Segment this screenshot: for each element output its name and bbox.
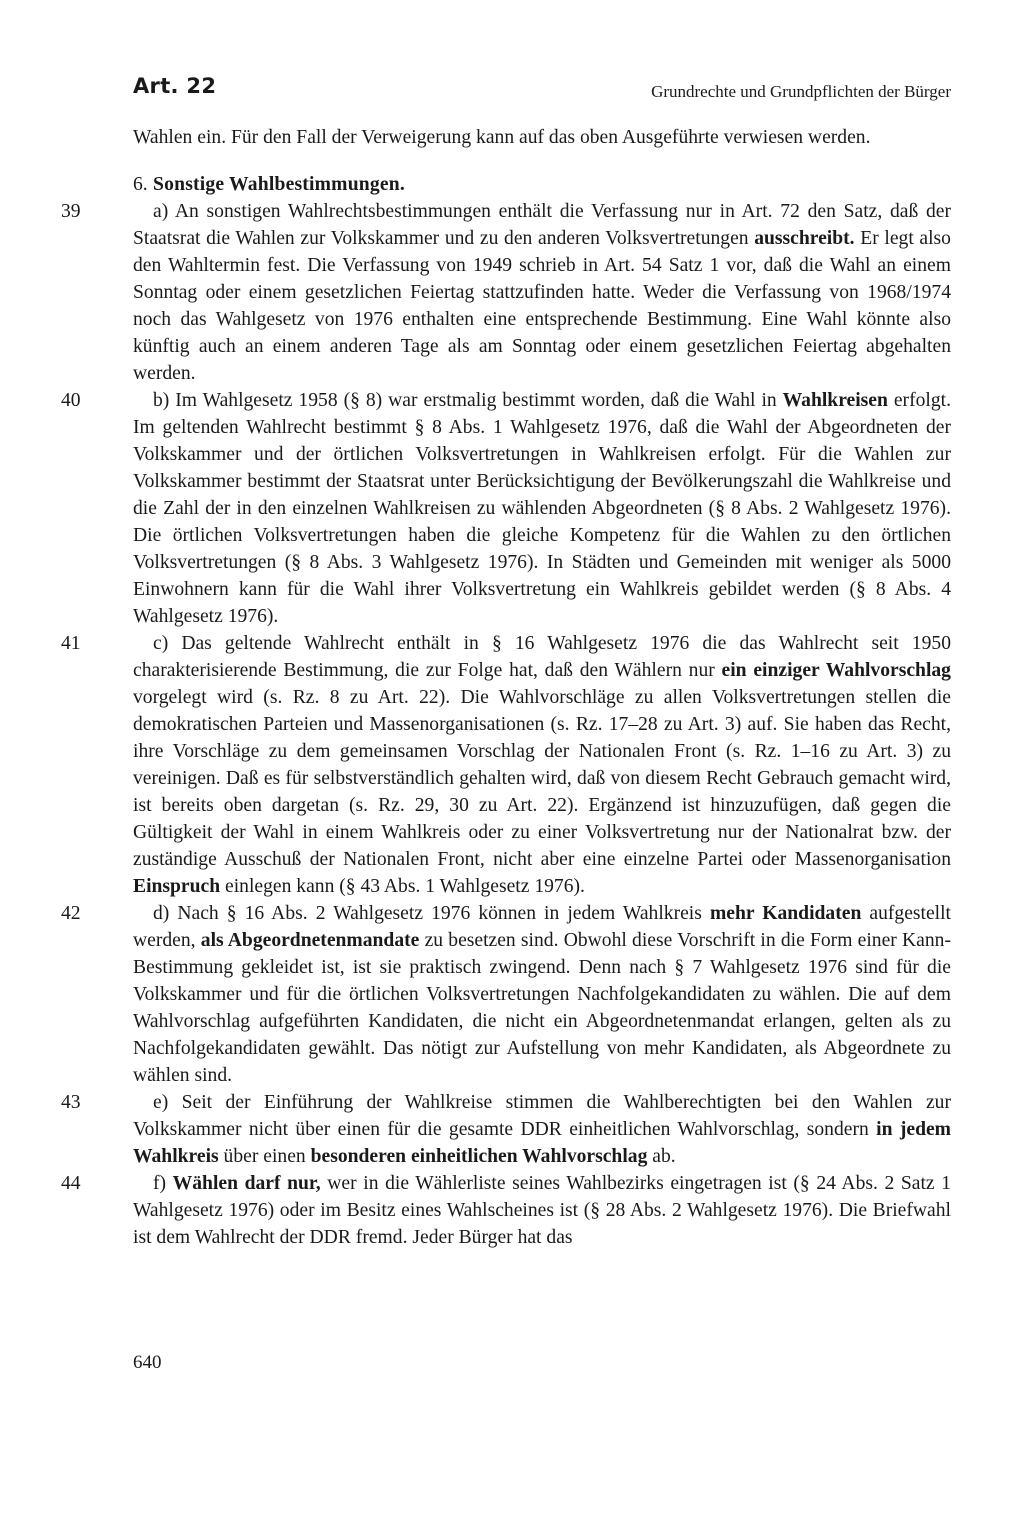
paragraph-43 [61, 1089, 951, 1170]
text: einlegen kann (§ 43 Abs. 1 Wahlgesetz 1976). [220, 876, 585, 897]
margin-number: 39 [61, 201, 81, 222]
paragraph-40 [61, 387, 951, 630]
margin-number: 43 [61, 1092, 81, 1113]
text: e) Seit der Einführung der Wahlkreise stimmen die Wahlberechtigten bei den Wahlen zur Volkskammer nicht über einen für die gesamte DDR einheitlichen Wahlvorschlag, sondern [133, 1092, 951, 1140]
paragraph-41 [61, 630, 951, 900]
bold-text: Wahlkreisen [782, 390, 888, 411]
page-number: 640 [133, 1352, 162, 1373]
paragraph-42 [61, 900, 952, 1089]
text: vorgelegt wird (s. Rz. 8 zu Art. 22). Die Wahlvorschläge zu allen Volksvertretungen stellen die demokratischen Parteien und Massenorganisationen (s. Rz. 17–28 zu Art. 3) auf. Sie haben das Recht, ihre Vorschläge zu dem gemeinsamen Vorschlag der Nationalen Front (s. Rz. 1–16 zu Art. 3) zu vereinigen. Daß es für selbstverständlich gehalten wird, daß von diesem Recht Gebrauch gemacht wird, ist bereits oben dargetan (s. Rz. 29, 30 zu Art. 22). Ergänzend ist hinzuzufügen, daß gegen die Gültigkeit der Wahl in einem Wahlkreis oder zu einer Volksvertretung nur der Nationalrat bzw. der zuständige Ausschuß der Nationalen Front, nicht aber eine einzelne Partei oder Massenorganisation [133, 687, 951, 870]
bold-text: ein einziger Wahlvorschlag [721, 660, 951, 681]
article-label: Art. 22 [133, 74, 217, 98]
text: ab. [647, 1146, 676, 1167]
bold-text: Einspruch [133, 876, 221, 897]
page-body [61, 124, 952, 1251]
margin-number: 44 [61, 1173, 81, 1194]
text: a) An sonstigen Wahlrechtsbestimmungen enthält die Verfassung nur in Art. 72 den Satz, daß der Staatsrat die Wahlen zur Volkskammer und zu den anderen Volksvertretungen [133, 201, 951, 249]
margin-number: 41 [61, 633, 81, 654]
text: zu besetzen sind. Obwohl diese Vorschrift in die Form einer Kann-Bestimmung gekleidet ist, ist sie praktisch zwingend. Denn nach § 7 Wahlgesetz 1976 sind für die Volkskammer und für die örtlichen Volksvertretungen Nachfolgekandidaten zu wählen. Die auf dem Wahlvorschlag aufgeführten Kandidaten, die nicht ein Abgeordnetenmandat erlangen, gelten als zu Nachfolgekandidaten gewählt. Das nötigt zur Aufstellung von mehr Kandidaten, als Abgeordnete zu wählen sind. [133, 930, 951, 1086]
section-title: Sonstige Wahlbestimmungen. [153, 174, 405, 195]
bold-text: Wählen darf nur, [172, 1173, 321, 1194]
bold-text: in jedem Wahlkreis [133, 1119, 951, 1167]
section-number: 6. [133, 174, 148, 195]
text: wer in die Wählerliste seines Wahlbezirks eingetragen ist (§ 24 Abs. 2 Satz 1 Wahlgesetz 1976) oder im Besitz eines Wahlscheines ist (§ 28 Abs. 2 Wahlgesetz 1976). Die Briefwahl ist dem Wahlrecht der DDR fremd. Jeder Bürger hat das [133, 1173, 951, 1248]
section-gap [133, 151, 951, 171]
text: über einen [218, 1146, 311, 1167]
paragraph-39 [61, 198, 951, 387]
bold-text: besonderen einheitlichen Wahlvorschlag [310, 1146, 648, 1167]
bold-text: als Abgeordnetenmandate [200, 930, 420, 951]
text: f) [153, 1173, 173, 1194]
bold-text: ausschreibt. [754, 228, 855, 249]
section-heading [133, 171, 951, 198]
text: aufgestellt werden, [133, 903, 952, 951]
continuation-paragraph: Wahlen ein. Für den Fall der Verweigerung kann auf das oben Ausgeführte verwiesen werden. [133, 127, 871, 148]
running-head: Grundrechte und Grundpflichten der Bürger [651, 82, 951, 101]
text: erfolgt. Im geltenden Wahlrecht bestimmt § 8 Abs. 1 Wahlgesetz 1976, daß die Wahl der Abgeordneten der Volkskammer und der örtlichen Volksvertretungen in Wahlkreisen erfolgt. Für die Wahlen zur Volkskammer bestimmt der Staatsrat unter Berücksichtigung der Bevölkerungszahl die Wahlkreise und die Zahl der in den einzelnen Wahlkreisen zu wählenden Abgeordneten (§ 8 Abs. 2 Wahlgesetz 1976). Die örtlichen Volksvertretungen haben die gleiche Kompetenz für die Wahlen zu den örtlichen Volksvertretungen (§ 8 Abs. 3 Wahlgesetz 1976). In Städten und Gemeinden mit weniger als 5000 Einwohnern kann für die Wahl ihrer Volksvertretung ein Wahlkreis gebildet werden (§ 8 Abs. 4 Wahlgesetz 1976). [133, 390, 951, 627]
text: d) Nach § 16 Abs. 2 Wahlgesetz 1976 können in jedem Wahlkreis [153, 903, 710, 924]
page-header [133, 72, 951, 112]
paragraph-44 [61, 1170, 951, 1251]
text: Er legt also den Wahltermin fest. Die Verfassung von 1949 schrieb in Art. 54 Satz 1 vor, daß die Wahl an einem Sonntag oder einem gesetzlichen Feiertag stattzufinden hatte. Weder die Verfassung von 1968/1974 noch das Wahlgesetz von 1976 enthalten eine entsprechende Bestimmung. Eine Wahl könnte also künftig auch an einem anderen Tage als am Sonntag oder einem gesetzlichen Feiertag abgehalten werden. [133, 228, 951, 384]
text: b) Im Wahlgesetz 1958 (§ 8) war erstmalig bestimmt worden, daß die Wahl in [153, 390, 783, 411]
bold-text: mehr Kandidaten [709, 903, 862, 924]
margin-number: 40 [61, 390, 81, 411]
text: c) Das geltende Wahlrecht enthält in § 16 Wahlgesetz 1976 die das Wahlrecht seit 1950 charakterisierende Bestimmung, die zur Folge hat, daß den Wählern nur [133, 633, 951, 681]
margin-number: 42 [61, 903, 81, 924]
